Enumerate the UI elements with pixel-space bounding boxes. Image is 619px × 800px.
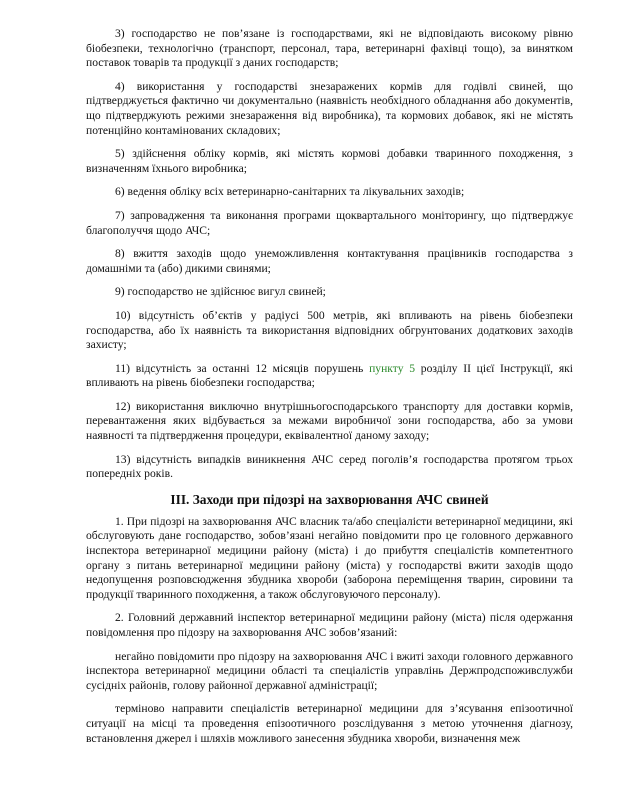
paragraph-item-12: 12) використання виключно внутрішньогосподарського транспорту для доставки кормів, перевантаження яких відбувається за межами виробничої зони господарства, або за умови наявності та підтвердження процедури, еквівалентної даному заходу; xyxy=(86,399,573,443)
section-paragraph-dispatch: терміново направити спеціалістів ветеринарної медицини для з’ясування епізоотичної ситуації на місці та проведення епізоотичного розслідування з метою уточнення діагнозу, встановлення джерел і шляхів можливого занесення збудника хвороби, визначення меж xyxy=(86,702,573,745)
paragraph-item-11 xyxy=(86,362,573,391)
paragraph-item-5: 5) здійснення обліку кормів, які містять кормові добавки тваринного походження, з визначенням їхнього виробника; xyxy=(86,147,573,175)
paragraph-item-3: 3) господарство не пов’язане із господарствами, які не відповідають високому рівню біобезпеки, технологічно (транспорт, персонал, тара, ветеринарні фахівці тощо), за винятком поставок товарів та продукції з даних господарств; xyxy=(86,27,573,70)
section-paragraph-2: 2. Головний державний інспектор ветеринарної медицини району (міста) після одержання повідомлення про підозру на захворювання АЧС зобов’язаний: xyxy=(86,611,573,639)
section-heading: ІІІ. Заходи при підозрі на захворювання АЧС свиней xyxy=(170,491,489,507)
paragraph-item-9: 9) господарство не здійснює вигул свиней; xyxy=(115,285,326,299)
document-page xyxy=(86,27,573,755)
paragraph-item-4: 4) використання у господарстві знезаражених кормів для годівлі свиней, що підтверджується фактично чи документально (наявність необхідного обладнання або документів, що підтверджують режими знезараження від виробника), та кормових добавок, які не містять потенційно контамінованих складових; xyxy=(86,79,573,137)
section-paragraph-1: 1. При підозрі на захворювання АЧС власник та/або спеціалісти ветеринарної медицини, які обслуговують дане господарство, зобов’язані негайно повідомити про це головного державного інспектора ветеринарної медицини району (міста) і до прибуття спеціалістів компетентного органу з питань ветеринарної медицини району (міста) у господарстві вжити заходів щодо недопущення розповсюдження збудника хвороби (заборона переміщення тварин, сировини та продукції тваринного походження, а також обслуговуючого персоналу). xyxy=(86,514,573,601)
paragraph-item-10: 10) відсутність об’єктів у радіусі 500 метрів, які впливають на рівень біобезпеки господарства, або їх наявність та використання відповідних обгрунтованих додаткових заходів захисту; xyxy=(86,308,573,352)
paragraph-item-6: 6) ведення обліку всіх ветеринарно-санітарних та лікувальних заходів; xyxy=(115,185,465,199)
clause-5-link[interactable]: пункту 5 xyxy=(369,361,416,375)
section-paragraph-notify: негайно повідомити про підозру на захворювання АЧС і вжиті заходи головного державного інспектора ветеринарної медицини області та спеціалістів управлінь Держпродспоживслужби сусідніх районів, голову районної державної адміністрації; xyxy=(86,649,573,692)
paragraph-item-13: 13) відсутність випадків виникнення АЧС серед поголів’я господарства протягом трьох попередніх років. xyxy=(86,452,573,481)
paragraph-item-8: 8) вжиття заходів щодо унеможливлення контактування працівників господарства з домашніми та (або) дикими свинями; xyxy=(86,247,573,275)
paragraph-item-7: 7) запровадження та виконання програми щоквартального моніторингу, що підтверджує благополуччя щодо АЧС; xyxy=(86,208,573,237)
paragraph-11-text-after: розділу ІІ цієї Інструкції, які впливають на рівень біобезпеки господарства; xyxy=(86,361,574,390)
paragraph-11-text-before: 11) відсутність за останні 12 місяців порушень xyxy=(115,361,370,375)
